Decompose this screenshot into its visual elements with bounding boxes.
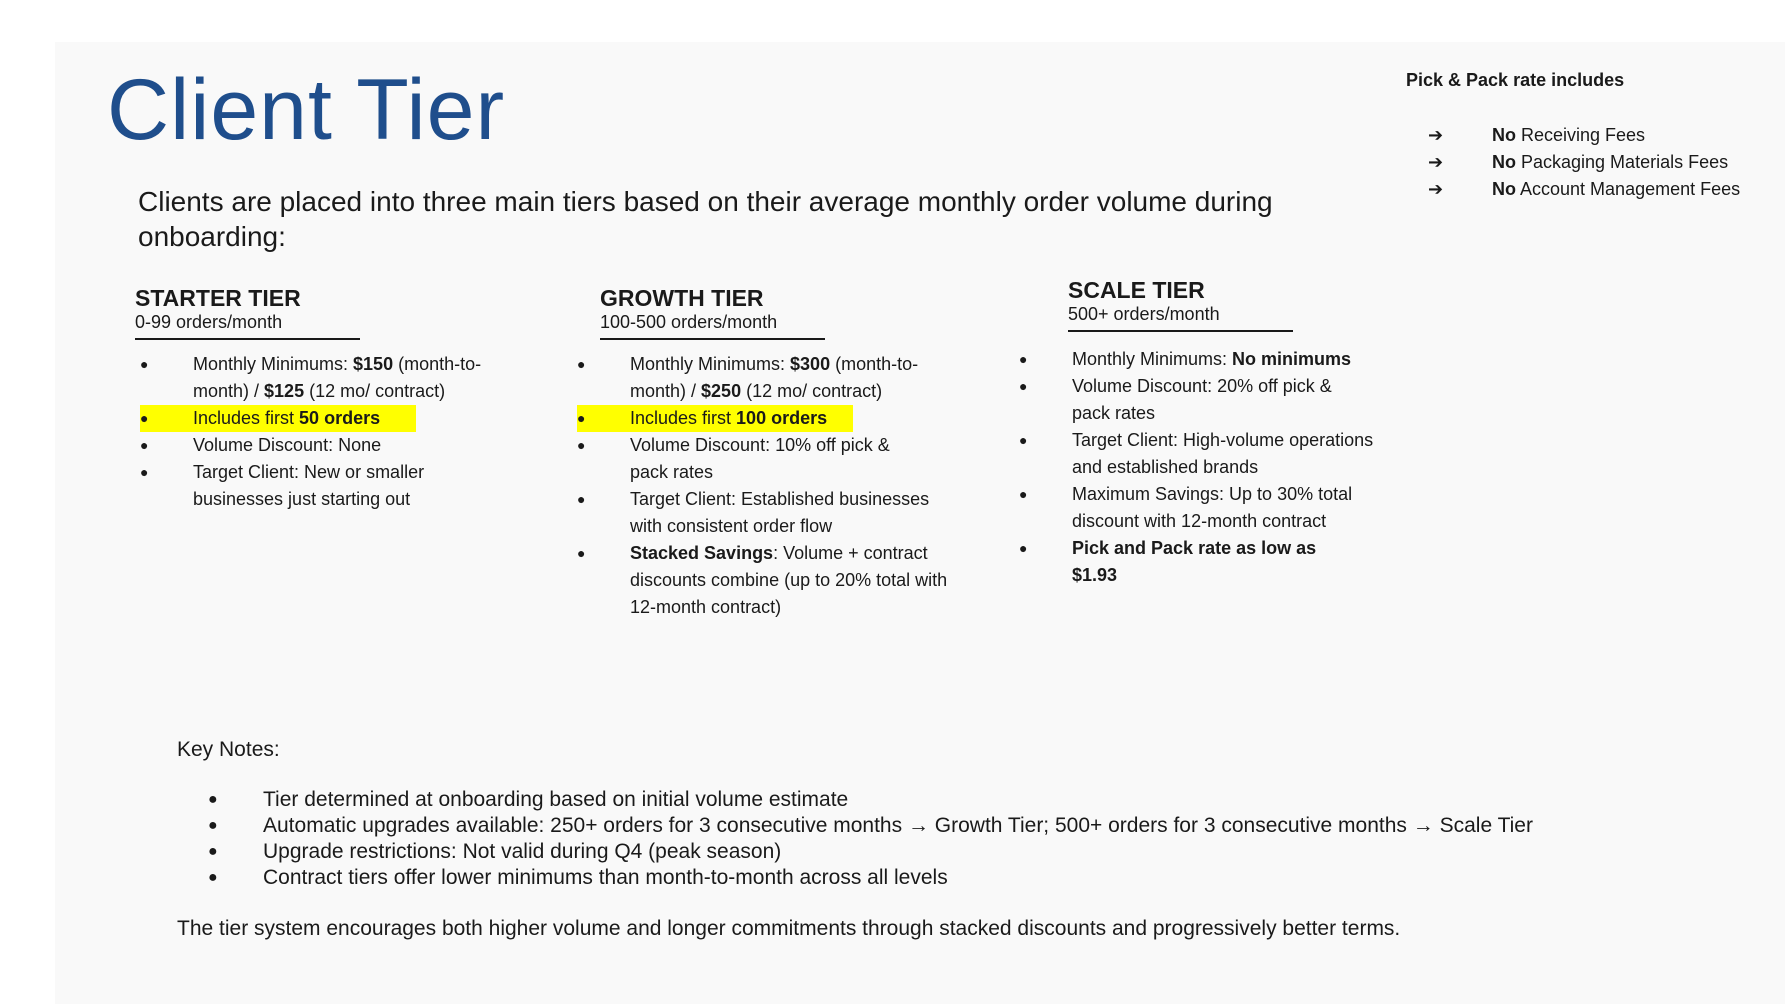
list-item: ● Tier determined at onboarding based on initial volume estimate	[208, 788, 849, 811]
key-notes-title: Key Notes:	[177, 738, 280, 761]
list-item: ● Target Client: New or smaller businesses just starting out	[140, 459, 463, 513]
bullet-icon: ●	[1019, 351, 1028, 367]
scale-tier-header	[1068, 277, 1293, 332]
bullet-icon: ●	[140, 410, 149, 426]
bullet-icon: ●	[208, 843, 218, 860]
arrow-right-icon: ➔	[1428, 179, 1444, 199]
list-item: ● Target Client: Established businesses with consistent order flow	[577, 486, 940, 540]
list-item: ➔ No Account Management Fees	[1428, 176, 1740, 203]
bullet-icon: ●	[140, 464, 149, 480]
bullet-icon: ●	[1019, 486, 1028, 502]
page-title: Client Tier	[107, 62, 506, 158]
tier-range: 100-500 orders/month	[600, 312, 778, 332]
bullet-icon: ●	[208, 791, 218, 808]
divider	[600, 338, 825, 340]
list-item: ● Contract tiers offer lower minimums than month-to-month across all levels	[208, 866, 948, 889]
list-item: ➔ No Receiving Fees	[1428, 122, 1740, 149]
list-item-highlighted: ● Includes first 50 orders	[140, 405, 416, 432]
list-item: ● Volume Discount: 20% off pick & pack rates	[1019, 373, 1372, 427]
bullet-icon: ●	[577, 437, 586, 453]
list-item: ● Upgrade restrictions: Not valid during Q4 (peak season)	[208, 840, 782, 863]
list-item: ➔ No Packaging Materials Fees	[1428, 149, 1740, 176]
starter-tier-list	[140, 351, 520, 513]
tier-name: STARTER TIER	[135, 285, 301, 311]
divider	[135, 338, 360, 340]
arrow-right-icon: ➔	[1428, 125, 1444, 145]
list-item: ● Volume Discount: None	[140, 432, 520, 459]
list-item: ● Monthly Minimums: $300 (month-to-month) / $250 (12 mo/ contract)	[577, 351, 957, 405]
list-item: ● Monthly Minimums: No minimums	[1019, 346, 1399, 373]
aside-list	[1428, 122, 1740, 203]
key-notes-list	[208, 787, 1533, 891]
list-item: ● Automatic upgrades available: 250+ orders for 3 consecutive months → Growth Tier; 500+ orders for 3 consecutive months → Scale Tier	[208, 814, 1533, 837]
bullet-icon: ●	[1019, 432, 1028, 448]
intro-text: Clients are placed into three main tiers based on their average monthly order volume during onboarding:	[138, 186, 1273, 252]
list-item: ● Pick and Pack rate as low as $1.93	[1019, 535, 1362, 589]
bullet-icon: ●	[140, 356, 149, 372]
list-item: ● Target Client: High-volume operations and established brands	[1019, 427, 1402, 481]
tier-name: SCALE TIER	[1068, 277, 1205, 303]
bullet-icon: ●	[577, 410, 586, 426]
bullet-icon: ●	[1019, 378, 1028, 394]
aside-heading: Pick & Pack rate includes	[1406, 70, 1625, 90]
bullet-icon: ●	[577, 356, 586, 372]
arrow-right-icon: ➔	[1428, 152, 1444, 172]
tier-name: GROWTH TIER	[600, 285, 764, 311]
list-item-highlighted: ● Includes first 100 orders	[577, 405, 853, 432]
scale-tier-list	[1019, 346, 1399, 589]
list-item: ● Stacked Savings: Volume + contract discounts combine (up to 20% total with 12-month contract)	[577, 540, 950, 621]
growth-tier-list	[577, 351, 957, 621]
divider	[1068, 330, 1293, 332]
bullet-icon: ●	[577, 545, 586, 561]
list-item: ● Volume Discount: 10% off pick & pack rates	[577, 432, 930, 486]
list-item: ● Monthly Minimums: $150 (month-to-month) / $125 (12 mo/ contract)	[140, 351, 520, 405]
starter-tier-header	[135, 285, 360, 340]
bullet-icon: ●	[140, 437, 149, 453]
bullet-icon: ●	[208, 817, 218, 834]
summary-text: The tier system encourages both higher volume and longer commitments through stacked discounts and progressively better terms.	[177, 917, 1401, 940]
tier-range: 500+ orders/month	[1068, 304, 1220, 324]
growth-tier-header	[600, 285, 825, 340]
bullet-icon: ●	[577, 491, 586, 507]
bullet-icon: ●	[1019, 540, 1028, 556]
tier-range: 0-99 orders/month	[135, 312, 283, 332]
list-item: ● Maximum Savings: Up to 30% total discount with 12-month contract	[1019, 481, 1372, 535]
bullet-icon: ●	[208, 869, 218, 886]
